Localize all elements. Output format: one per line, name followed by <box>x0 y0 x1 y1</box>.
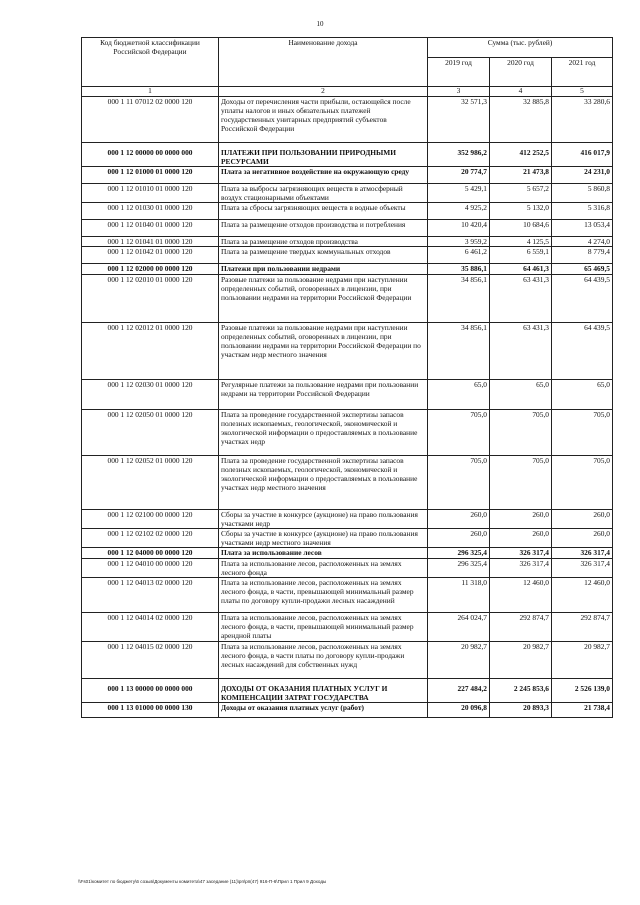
table-row <box>82 548 613 559</box>
amount-2021-cell: 4 274,0 <box>552 237 613 247</box>
amount-2019-cell: 6 461,2 <box>428 247 490 264</box>
budget-code-cell: 000 1 12 04015 02 0000 120 <box>82 642 219 679</box>
amount-2019-cell: 296 325,4 <box>428 548 490 559</box>
amount-2019-cell: 227 484,2 <box>428 679 490 703</box>
budget-code-cell: 000 1 12 04013 02 0000 120 <box>82 578 219 613</box>
amount-2020-cell: 326 317,4 <box>490 548 552 559</box>
table-row <box>82 167 613 184</box>
table-row <box>82 642 613 679</box>
amount-2021-cell: 24 231,0 <box>552 167 613 184</box>
header-code: Код бюджетной классификации Российской Федерации <box>82 38 219 87</box>
page-number: 10 <box>316 20 324 28</box>
revenue-name-cell: Плата за использование лесов <box>219 548 428 559</box>
amount-2019-cell: 20 982,7 <box>428 642 490 679</box>
amount-2021-cell: 416 017,9 <box>552 143 613 167</box>
amount-2020-cell: 63 431,3 <box>490 275 552 323</box>
budget-code-cell: 000 1 12 02010 01 0000 120 <box>82 275 219 323</box>
amount-2019-cell: 3 959,2 <box>428 237 490 247</box>
amount-2020-cell: 6 559,1 <box>490 247 552 264</box>
amount-2021-cell: 5 316,8 <box>552 203 613 220</box>
table-row <box>82 237 613 247</box>
header-year-2020: 2020 год <box>490 58 552 87</box>
amount-2021-cell: 8 779,4 <box>552 247 613 264</box>
amount-2019-cell: 264 024,7 <box>428 613 490 642</box>
amount-2021-cell: 33 280,6 <box>552 97 613 143</box>
table-row <box>82 703 613 718</box>
revenue-name-cell: Доходы от оказания платных услуг (работ) <box>219 703 428 718</box>
amount-2019-cell: 352 986,2 <box>428 143 490 167</box>
amount-2020-cell: 5 657,2 <box>490 184 552 203</box>
amount-2021-cell: 260,0 <box>552 529 613 548</box>
amount-2019-cell: 5 429,1 <box>428 184 490 203</box>
budget-code-cell: 000 1 12 02050 01 0000 120 <box>82 410 219 456</box>
amount-2020-cell: 260,0 <box>490 510 552 529</box>
amount-2021-cell: 65,0 <box>552 380 613 410</box>
table-body <box>82 97 613 718</box>
table-row <box>82 410 613 456</box>
amount-2019-cell: 20 774,7 <box>428 167 490 184</box>
col-number-1: 1 <box>82 87 219 97</box>
budget-code-cell: 000 1 12 01010 01 0000 120 <box>82 184 219 203</box>
revenue-name-cell: Плата за использование лесов, расположенных на землях лесного фонда <box>219 559 428 578</box>
budget-code-cell: 000 1 12 01030 01 0000 120 <box>82 203 219 220</box>
col-number-4: 4 <box>490 87 552 97</box>
amount-2020-cell: 260,0 <box>490 529 552 548</box>
amount-2019-cell: 10 420,4 <box>428 220 490 237</box>
revenue-name-cell: Платежи при пользовании недрами <box>219 264 428 275</box>
amount-2020-cell: 4 125,5 <box>490 237 552 247</box>
amount-2020-cell: 12 460,0 <box>490 578 552 613</box>
budget-code-cell: 000 1 12 02012 01 0000 120 <box>82 323 219 380</box>
revenue-table <box>81 37 613 718</box>
amount-2020-cell: 63 431,3 <box>490 323 552 380</box>
revenue-name-cell: Плата за выбросы загрязняющих веществ в атмосферный воздух стационарными объектами <box>219 184 428 203</box>
amount-2019-cell: 260,0 <box>428 529 490 548</box>
amount-2019-cell: 65,0 <box>428 380 490 410</box>
file-path-footer: \\Fs01\комитет по бюджету\6 созыв\Документы комитета\47 заседание (11)\рп\рп(47) 916-П-6\Прил 1 Прил 9 Доходы <box>78 879 327 884</box>
col-number-3: 3 <box>428 87 490 97</box>
header-name: Наименование дохода <box>219 38 428 87</box>
budget-code-cell: 000 1 12 01042 01 0000 120 <box>82 247 219 264</box>
budget-code-cell: 000 1 12 04014 02 0000 120 <box>82 613 219 642</box>
amount-2021-cell: 326 317,4 <box>552 548 613 559</box>
table-row <box>82 184 613 203</box>
amount-2021-cell: 705,0 <box>552 410 613 456</box>
revenue-name-cell: Плата за проведение государственной экспертизы запасов полезных ископаемых, геологической, экономической и экологической информации о предоставляемых в пользование участках недр <box>219 410 428 456</box>
revenue-name-cell: Сборы за участие в конкурсе (аукционе) на право пользования участками недр местного значения <box>219 529 428 548</box>
amount-2020-cell: 705,0 <box>490 410 552 456</box>
amount-2021-cell: 705,0 <box>552 456 613 510</box>
budget-code-cell: 000 1 12 02030 01 0000 120 <box>82 380 219 410</box>
table-row <box>82 510 613 529</box>
table-row <box>82 247 613 264</box>
amount-2020-cell: 64 461,3 <box>490 264 552 275</box>
amount-2020-cell: 705,0 <box>490 456 552 510</box>
amount-2020-cell: 20 982,7 <box>490 642 552 679</box>
header-year-2019: 2019 год <box>428 58 490 87</box>
amount-2020-cell: 10 684,6 <box>490 220 552 237</box>
amount-2021-cell: 64 439,5 <box>552 275 613 323</box>
revenue-name-cell: Плата за размещение отходов производства <box>219 237 428 247</box>
revenue-name-cell: Плата за использование лесов, расположенных на землях лесного фонда, в части, превышающей минимальный размер платы по договору купли-продажи лесных насаждений <box>219 578 428 613</box>
budget-code-cell: 000 1 13 01000 00 0000 130 <box>82 703 219 718</box>
amount-2019-cell: 34 856,1 <box>428 323 490 380</box>
revenue-name-cell: Доходы от перечисления части прибыли, остающейся после уплаты налогов и иных обязательных платежей государственных унитарных предприятий субъектов Российской Федерации <box>219 97 428 143</box>
revenue-name-cell: Плата за негативное воздействие на окружающую среду <box>219 167 428 184</box>
table-row <box>82 264 613 275</box>
table-row <box>82 613 613 642</box>
revenue-name-cell: Плата за размещение отходов производства и потребления <box>219 220 428 237</box>
revenue-name-cell: Регулярные платежи за пользование недрами при пользовании недрами на территории Российской Федерации <box>219 380 428 410</box>
budget-code-cell: 000 1 13 00000 00 0000 000 <box>82 679 219 703</box>
col-number-2: 2 <box>219 87 428 97</box>
table-row <box>82 679 613 703</box>
amount-2021-cell: 2 526 139,0 <box>552 679 613 703</box>
revenue-name-cell: ДОХОДЫ ОТ ОКАЗАНИЯ ПЛАТНЫХ УСЛУГ И КОМПЕНСАЦИИ ЗАТРАТ ГОСУДАРСТВА <box>219 679 428 703</box>
amount-2021-cell: 64 439,5 <box>552 323 613 380</box>
budget-code-cell: 000 1 12 02000 00 0000 120 <box>82 264 219 275</box>
amount-2019-cell: 296 325,4 <box>428 559 490 578</box>
revenue-name-cell: Плата за использование лесов, расположенных на землях лесного фонда, в части платы по договору купли-продажи лесных насаждений для собственных нужд <box>219 642 428 679</box>
col-number-5: 5 <box>552 87 613 97</box>
amount-2021-cell: 12 460,0 <box>552 578 613 613</box>
amount-2021-cell: 5 860,8 <box>552 184 613 203</box>
amount-2019-cell: 34 856,1 <box>428 275 490 323</box>
amount-2020-cell: 326 317,4 <box>490 559 552 578</box>
table-row <box>82 323 613 380</box>
table-row <box>82 380 613 410</box>
table-row <box>82 143 613 167</box>
amount-2020-cell: 21 473,8 <box>490 167 552 184</box>
amount-2020-cell: 32 885,8 <box>490 97 552 143</box>
amount-2021-cell: 65 469,5 <box>552 264 613 275</box>
budget-code-cell: 000 1 11 07012 02 0000 120 <box>82 97 219 143</box>
budget-code-cell: 000 1 12 01000 01 0000 120 <box>82 167 219 184</box>
budget-code-cell: 000 1 12 04010 00 0000 120 <box>82 559 219 578</box>
table-row <box>82 220 613 237</box>
amount-2019-cell: 4 925,2 <box>428 203 490 220</box>
table-row <box>82 203 613 220</box>
amount-2020-cell: 292 874,7 <box>490 613 552 642</box>
table-row <box>82 275 613 323</box>
amount-2021-cell: 260,0 <box>552 510 613 529</box>
amount-2021-cell: 21 738,4 <box>552 703 613 718</box>
amount-2020-cell: 5 132,0 <box>490 203 552 220</box>
amount-2021-cell: 13 053,4 <box>552 220 613 237</box>
revenue-name-cell: Плата за размещение твердых коммунальных отходов <box>219 247 428 264</box>
budget-code-cell: 000 1 12 02100 00 0000 120 <box>82 510 219 529</box>
revenue-name-cell: Сборы за участие в конкурсе (аукционе) на право пользования участками недр <box>219 510 428 529</box>
amount-2019-cell: 11 318,0 <box>428 578 490 613</box>
amount-2019-cell: 32 571,3 <box>428 97 490 143</box>
amount-2019-cell: 705,0 <box>428 456 490 510</box>
table-row <box>82 529 613 548</box>
budget-code-cell: 000 1 12 02052 01 0000 120 <box>82 456 219 510</box>
budget-code-cell: 000 1 12 02102 02 0000 120 <box>82 529 219 548</box>
budget-code-cell: 000 1 12 04000 00 0000 120 <box>82 548 219 559</box>
table-row <box>82 559 613 578</box>
amount-2020-cell: 2 245 853,6 <box>490 679 552 703</box>
table-row <box>82 97 613 143</box>
amount-2021-cell: 326 317,4 <box>552 559 613 578</box>
amount-2021-cell: 20 982,7 <box>552 642 613 679</box>
revenue-name-cell: Разовые платежи за пользование недрами при наступлении определенных событий, оговоренных в лицензии, при пользовании недрами на территории Российской Федерации <box>219 275 428 323</box>
amount-2019-cell: 705,0 <box>428 410 490 456</box>
amount-2020-cell: 20 893,3 <box>490 703 552 718</box>
budget-code-cell: 000 1 12 01040 01 0000 120 <box>82 220 219 237</box>
budget-code-cell: 000 1 12 00000 00 0000 000 <box>82 143 219 167</box>
amount-2019-cell: 260,0 <box>428 510 490 529</box>
revenue-name-cell: Плата за использование лесов, расположенных на землях лесного фонда, в части, превышающей минимальный размер арендной платы <box>219 613 428 642</box>
table-row <box>82 456 613 510</box>
revenue-name-cell: Плата за проведение государственной экспертизы запасов полезных ископаемых, геологической, экономической и экологической информации о предоставляемых в пользование участках недр местного значения <box>219 456 428 510</box>
amount-2019-cell: 35 886,1 <box>428 264 490 275</box>
amount-2020-cell: 412 252,5 <box>490 143 552 167</box>
amount-2020-cell: 65,0 <box>490 380 552 410</box>
amount-2019-cell: 20 096,8 <box>428 703 490 718</box>
header-year-2021: 2021 год <box>552 58 613 87</box>
table-row <box>82 578 613 613</box>
header-sum: Сумма (тыс. рублей) <box>428 38 613 58</box>
budget-code-cell: 000 1 12 01041 01 0000 120 <box>82 237 219 247</box>
revenue-name-cell: Разовые платежи за пользование недрами при наступлении определенных событий, оговоренных в лицензии, при пользовании недрами на территории Российской Федерации по участкам недр местного значения <box>219 323 428 380</box>
revenue-name-cell: Плата за сбросы загрязняющих веществ в водные объекты <box>219 203 428 220</box>
amount-2021-cell: 292 874,7 <box>552 613 613 642</box>
revenue-name-cell: ПЛАТЕЖИ ПРИ ПОЛЬЗОВАНИИ ПРИРОДНЫМИ РЕСУРСАМИ <box>219 143 428 167</box>
